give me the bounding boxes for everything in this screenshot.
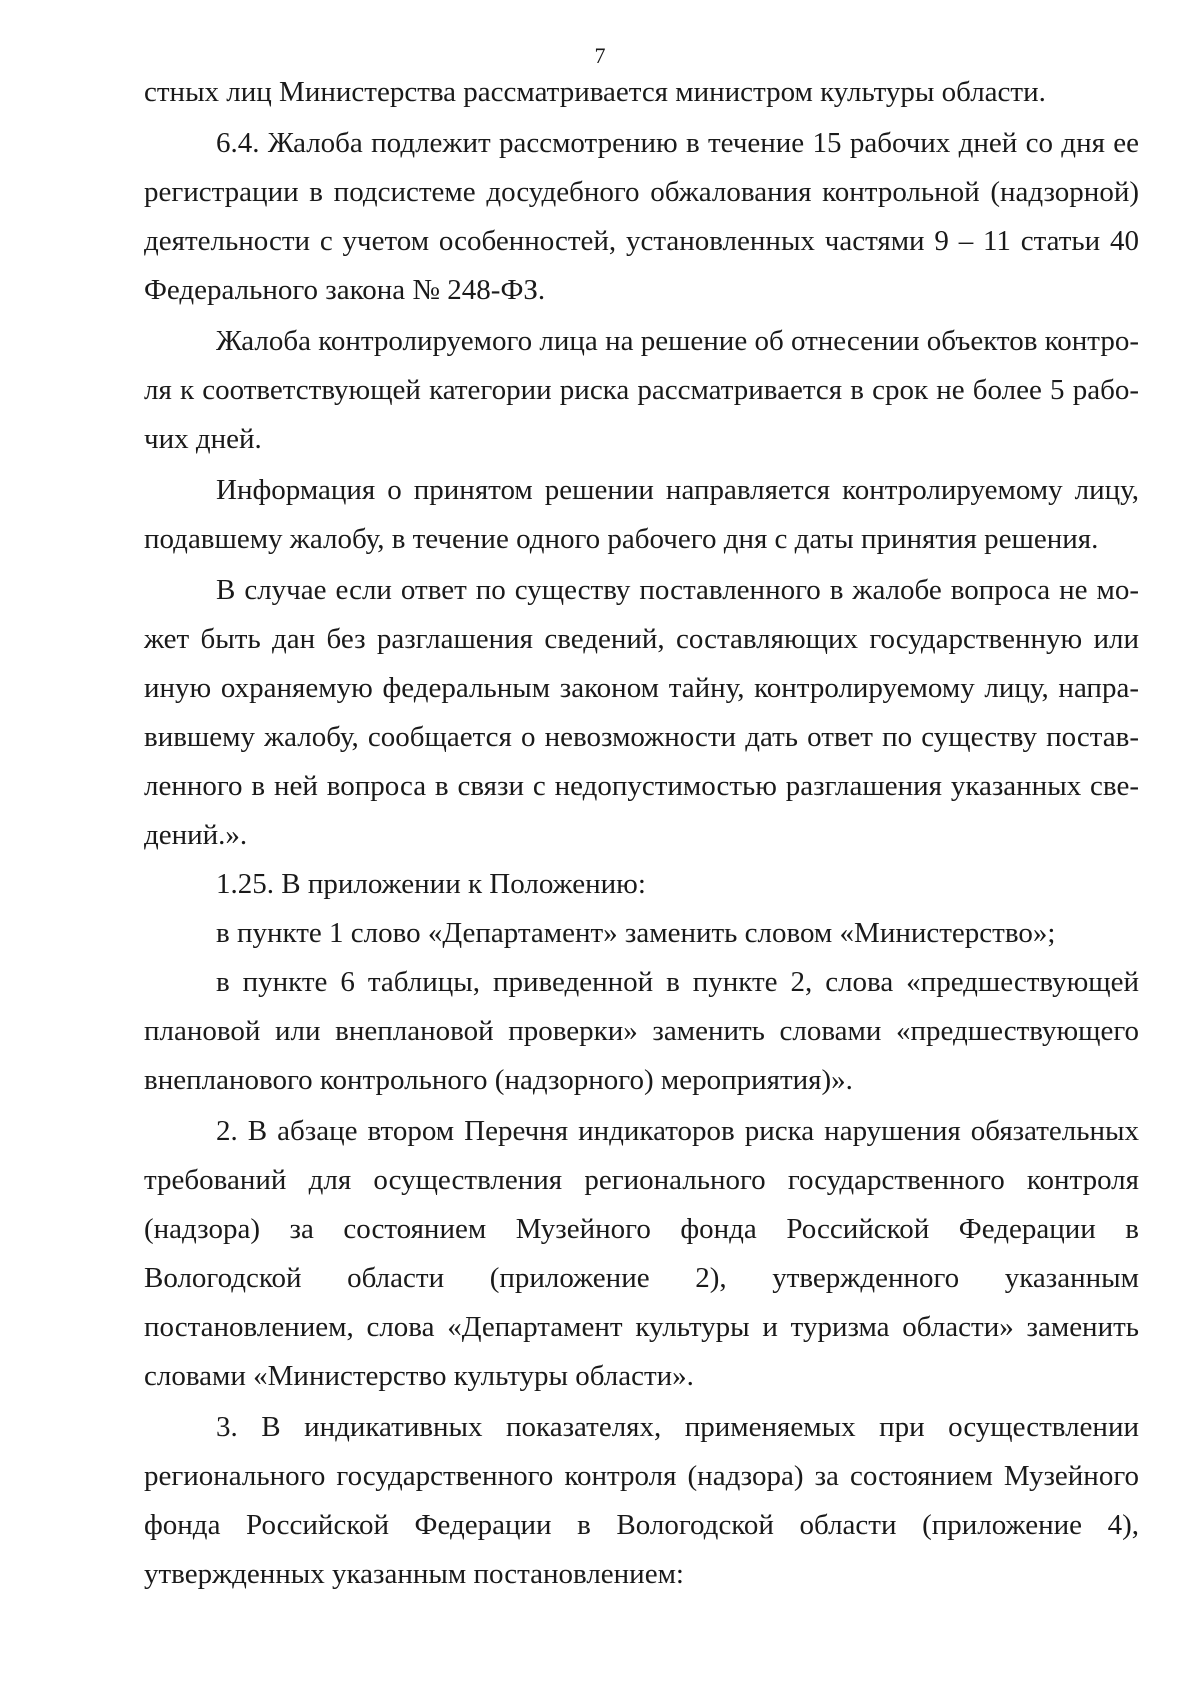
paragraph-6-4: 6.4. Жалоба подлежит рассмотрению в течение 15 рабочих дней со дня ее регистрации в подсистеме досудебного обжалования контрольной (надзорной) деятельности с учетом особенностей, установленных частями 9 – 11 статьи 40 Федерального закона № 248-ФЗ. (144, 127, 1139, 306)
paragraph-section-3: 3. В индикативных показателях, применяемых при осуществлении регионального государственного контроля (надзора) за состоянием Музейного фонда Российской Федерации в Вологодской области (приложение 4), утвержденных указанным постановлением: (144, 1411, 1139, 1590)
paragraph-item-1: в пункте 1 слово «Департамент» заменить словом «Министерство»; (216, 917, 1056, 949)
paragraph-item-6: в пункте 6 таблицы, приведенной в пункте 2, слова «предшествующей плановой или внеплановой проверки» заменить словами «предшествующего внепланового контрольного (надзорного) мероприятия)». (144, 966, 1139, 1096)
paragraph-section-2: 2. В абзаце втором Перечня индикаторов риска нарушения обязательных требований для осуществления регионального государственного контроля (надзора) за состоянием Музейного фонда Российской Федерации в Вологодской области (приложение 2), утвержденного указанным постановлением, слова «Департамент культуры и туризма области» заменить словами «Министерство культуры области». (144, 1115, 1139, 1392)
paragraph-risk-category-complaint: Жалоба контролируемого лица на решение об отнесении объектов контроля к соответствующей категории риска рассматривается в срок не более 5 рабочих дней. (144, 325, 1139, 455)
document-body (144, 68, 1139, 1599)
paragraph-continuation: стных лиц Министерства рассматривается министром культуры области. (144, 76, 1046, 108)
page-number: 7 (594, 43, 606, 68)
paragraph-1-25: 1.25. В приложении к Положению: (216, 868, 646, 900)
paragraph-secret-information: В случае если ответ по существу поставленного в жалобе вопроса не может быть дан без разглашения сведений, составляющих государственную или иную охраняемую федеральным законом тайну, контролируемому лицу, направившему жалобу, сообщается о невозможности дать ответ по существу поставленного в ней вопроса в связи с недопустимостью разглашения указанных сведений.». (144, 574, 1139, 851)
paragraph-decision-information: Информация о принятом решении направляется контролируемому лицу, подавшему жалобу, в течение одного рабочего дня с даты принятия решения. (144, 474, 1139, 555)
